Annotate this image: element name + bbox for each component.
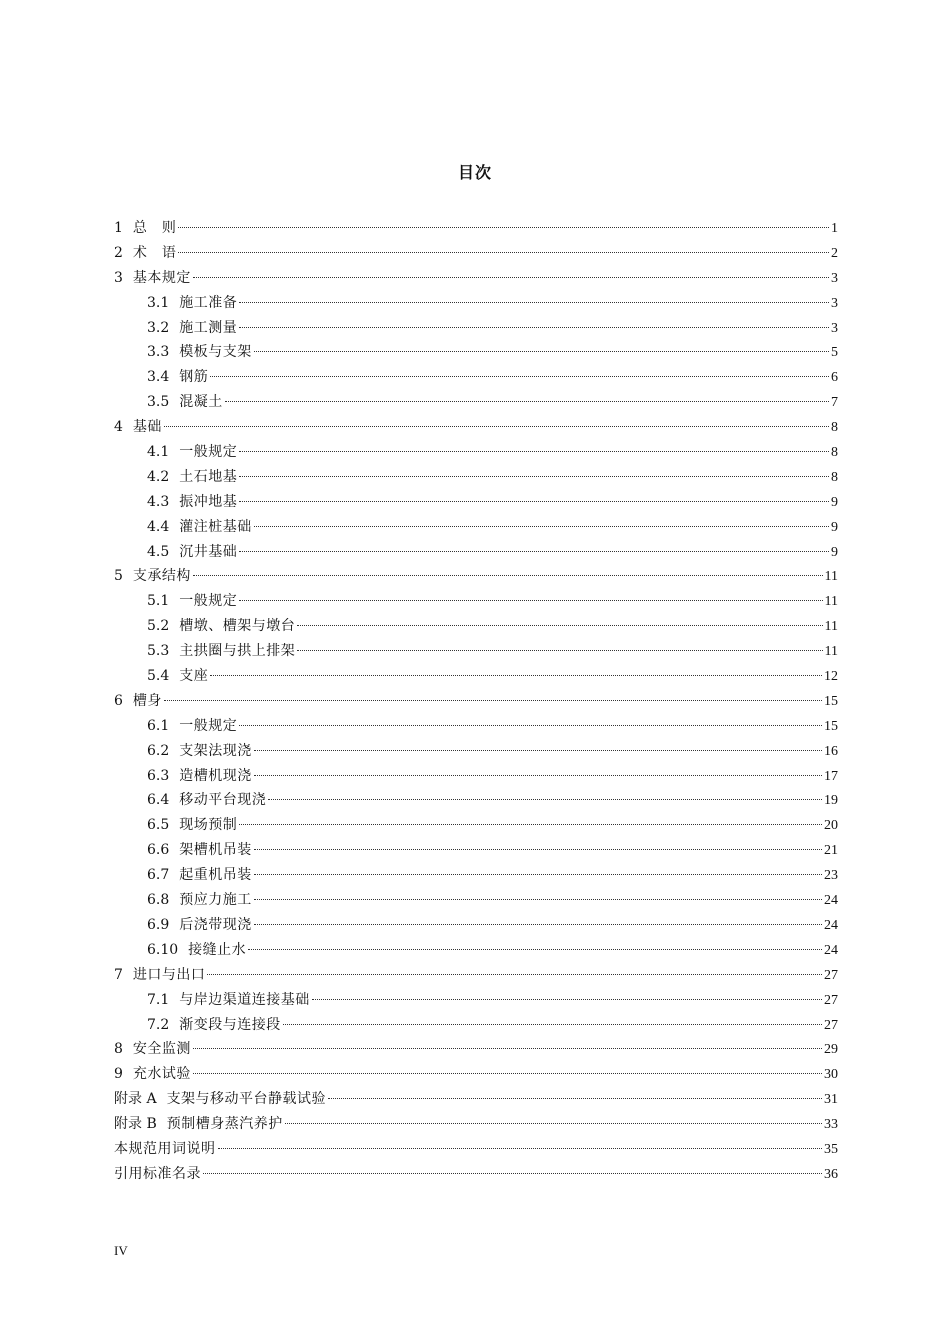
toc-dot-leader	[239, 302, 829, 303]
toc-entry-title: 灌注桩基础	[179, 518, 252, 535]
toc-entry[interactable]	[114, 340, 838, 365]
toc-entry-page: 8	[831, 445, 838, 461]
toc-entry[interactable]	[114, 664, 838, 689]
toc-entry-page: 11	[824, 644, 838, 660]
toc-entry[interactable]	[114, 1087, 838, 1112]
toc-entry-title: 钢筋	[179, 369, 209, 386]
toc-entry[interactable]	[114, 241, 838, 266]
toc-entry-number: 6.2	[147, 742, 170, 759]
toc-dot-leader	[210, 675, 822, 676]
toc-dot-leader	[193, 575, 823, 576]
toc-entry[interactable]	[114, 490, 838, 515]
toc-dot-leader	[312, 999, 822, 1000]
toc-entry-page: 17	[824, 768, 838, 784]
toc-entry-title: 基础	[132, 419, 162, 436]
toc-entry-number: 4.2	[147, 468, 170, 485]
toc-entry-title: 槽身	[132, 692, 162, 709]
toc-entry-title: 造槽机现浇	[179, 767, 252, 784]
toc-entry-page: 16	[824, 743, 838, 759]
toc-entry-page: 1	[831, 221, 838, 236]
toc-dot-leader	[248, 949, 822, 950]
toc-dot-leader	[328, 1098, 822, 1099]
toc-entry[interactable]	[114, 316, 838, 341]
toc-entry[interactable]	[114, 1013, 838, 1038]
toc-entry[interactable]	[114, 863, 838, 888]
toc-entry-title: 架槽机吊装	[179, 842, 252, 859]
toc-entry-title: 支架与移动平台静载试验	[166, 1091, 327, 1108]
toc-entry-title: 安全监测	[132, 1041, 191, 1058]
toc-dot-leader	[285, 1123, 822, 1124]
toc-entry-title: 现场预制	[179, 817, 238, 834]
toc-entry-number: 8	[114, 1041, 123, 1058]
toc-entry-number: 4.4	[147, 518, 170, 535]
toc-entry-page: 24	[824, 917, 838, 933]
toc-entry-number: 3.3	[147, 344, 170, 361]
toc-dot-leader	[254, 351, 829, 352]
toc-entry-page: 8	[831, 420, 838, 436]
toc-entry-page: 9	[831, 519, 838, 535]
toc-entry-title: 后浇带现浇	[179, 916, 252, 933]
toc-entry-page: 29	[824, 1042, 838, 1058]
toc-entry[interactable]	[114, 515, 838, 540]
toc-entry[interactable]	[114, 266, 838, 291]
toc-entry-page: 15	[824, 693, 838, 709]
toc-entry-number: 6.3	[147, 767, 170, 784]
toc-entry[interactable]	[114, 614, 838, 639]
toc-dot-leader	[254, 924, 822, 925]
toc-entry-number: 6.4	[147, 792, 170, 809]
toc-entry-number: 4.1	[147, 444, 170, 461]
toc-dot-leader	[254, 874, 822, 875]
toc-entry-number: 3.4	[147, 369, 170, 386]
toc-entry-number: 附录 A	[114, 1091, 157, 1108]
toc-entry-number: 5.4	[147, 668, 170, 685]
toc-entry-page: 27	[824, 992, 838, 1008]
toc-dot-leader	[207, 974, 822, 975]
toc-entry-title: 术 语	[132, 244, 177, 261]
toc-entry-title: 预制槽身蒸汽养护	[166, 1116, 283, 1133]
toc-entry-page: 3	[831, 320, 838, 336]
toc-entry-number: 6.10	[147, 941, 179, 958]
toc-entry[interactable]	[114, 589, 838, 614]
toc-entry-number: 附录 B	[114, 1116, 157, 1133]
toc-entry-number: 4	[114, 419, 123, 436]
toc-entry-page: 27	[824, 967, 838, 983]
toc-entry-number: 5.2	[147, 618, 170, 635]
toc-dot-leader	[178, 252, 829, 253]
toc-entry[interactable]	[114, 216, 838, 241]
page-title: 目次	[457, 163, 492, 182]
toc-dot-leader	[254, 526, 829, 527]
toc-entry-title: 支架法现浇	[179, 742, 252, 759]
toc-entry-page: 30	[824, 1067, 838, 1083]
toc-entry-title: 混凝土	[179, 394, 223, 411]
toc-entry-number: 5.1	[147, 593, 170, 610]
toc-entry[interactable]	[114, 739, 838, 764]
toc-dot-leader	[254, 849, 822, 850]
toc-entry[interactable]	[114, 764, 838, 789]
toc-entry-number: 1	[114, 220, 123, 236]
toc-entry-title: 一般规定	[179, 717, 238, 734]
toc-entry-title: 振冲地基	[179, 493, 238, 510]
toc-entry-number: 6.1	[147, 717, 170, 734]
toc-entry-page: 35	[824, 1141, 838, 1157]
toc-entry-number: 6.8	[147, 892, 170, 909]
toc-dot-leader	[203, 1173, 822, 1174]
toc-entry-page: 20	[824, 818, 838, 834]
toc-entry-title: 沉井基础	[179, 543, 238, 560]
toc-entry-page: 11	[824, 594, 838, 610]
toc-dot-leader	[193, 277, 829, 278]
toc-entry-number: 4.5	[147, 543, 170, 560]
toc-entry[interactable]	[114, 540, 838, 565]
toc-entry-page: 3	[831, 295, 838, 311]
toc-entry-page: 6	[831, 370, 838, 386]
toc-dot-leader	[239, 725, 822, 726]
toc-entry-number: 6	[114, 692, 123, 709]
toc-dot-leader	[239, 501, 829, 502]
toc-entry[interactable]	[114, 1037, 838, 1062]
toc-entry-page: 31	[824, 1092, 838, 1108]
toc-entry-title: 移动平台现浇	[179, 792, 267, 809]
toc-entry-number: 3.5	[147, 394, 170, 411]
toc-entry-page: 9	[831, 544, 838, 560]
toc-entry[interactable]	[114, 913, 838, 938]
toc-entry-title: 一般规定	[179, 444, 238, 461]
toc-dot-leader	[239, 451, 829, 452]
toc-dot-leader	[297, 650, 822, 651]
toc-entry[interactable]	[114, 415, 838, 440]
toc-entry-page: 24	[824, 893, 838, 909]
toc-entry-title: 槽墩、槽架与墩台	[179, 618, 296, 635]
toc-entry-page: 33	[824, 1117, 838, 1133]
toc-entry-page: 3	[831, 270, 838, 286]
toc-entry-title: 施工测量	[179, 319, 238, 336]
toc-entry-title: 总 则	[132, 220, 177, 236]
toc-entry[interactable]	[114, 390, 838, 415]
toc-entry-number: 3.1	[147, 294, 170, 311]
toc-entry-title: 引用标准名录	[114, 1165, 201, 1182]
toc-entry-number: 6.9	[147, 916, 170, 933]
toc-entry-page: 15	[824, 718, 838, 734]
toc-entry-title: 土石地基	[179, 468, 238, 485]
toc-entry-page: 9	[831, 494, 838, 510]
toc-entry-page: 24	[824, 942, 838, 958]
toc-entry-title: 一般规定	[179, 593, 238, 610]
toc-dot-leader	[283, 1024, 822, 1025]
toc-entry-title: 基本规定	[132, 269, 191, 286]
toc-entry-title: 起重机吊装	[179, 867, 252, 884]
toc-entry-page: 7	[831, 395, 838, 411]
toc-dot-leader	[239, 327, 829, 328]
toc-entry[interactable]	[114, 1112, 838, 1137]
toc-entry-title: 进口与出口	[132, 966, 206, 983]
toc-entry[interactable]	[114, 365, 838, 390]
toc-entry-number: 7	[114, 966, 123, 983]
toc-dot-leader	[193, 1073, 822, 1074]
toc-entry-number: 2	[114, 244, 123, 261]
toc-entry[interactable]	[114, 838, 838, 863]
toc-entry[interactable]	[114, 888, 838, 913]
toc-entry-page: 27	[824, 1017, 838, 1033]
toc-dot-leader	[254, 775, 822, 776]
toc-entry-title: 施工准备	[179, 294, 238, 311]
toc-entry[interactable]	[114, 564, 838, 589]
toc-entry-title: 主拱圈与拱上排架	[179, 643, 296, 660]
toc-entry-title: 接缝止水	[188, 941, 247, 958]
toc-entry-number: 5	[114, 568, 123, 585]
toc-entry-page: 11	[824, 619, 838, 635]
toc-entry-page: 2	[831, 245, 838, 261]
toc-entry-page: 36	[824, 1166, 838, 1182]
toc-dot-leader	[210, 376, 829, 377]
toc-dot-leader	[193, 1048, 822, 1049]
toc-entry-page: 8	[831, 469, 838, 485]
toc-dot-leader	[239, 600, 822, 601]
toc-entry-number: 3.2	[147, 319, 170, 336]
page-number-footer: IV	[114, 1243, 128, 1258]
toc-entry[interactable]	[114, 1137, 838, 1162]
toc-entry[interactable]	[114, 639, 838, 664]
toc-entry[interactable]	[114, 714, 838, 739]
toc-entry-title: 与岸边渠道连接基础	[179, 991, 310, 1008]
toc-dot-leader	[254, 750, 822, 751]
toc-dot-leader	[164, 426, 829, 427]
toc-entry[interactable]	[114, 689, 838, 714]
toc-entry-number: 6.7	[147, 867, 170, 884]
toc-entry-page: 19	[824, 793, 838, 809]
toc-entry-number: 9	[114, 1066, 123, 1083]
toc-entry-number: 4.3	[147, 493, 170, 510]
toc-entry-title: 预应力施工	[179, 892, 252, 909]
toc-entry-number: 6.6	[147, 842, 170, 859]
toc-dot-leader	[164, 700, 822, 701]
toc-entry-title: 支座	[179, 668, 209, 685]
toc-entry[interactable]	[114, 1062, 838, 1087]
toc-entry-page: 5	[831, 345, 838, 361]
toc-entry[interactable]	[114, 963, 838, 988]
toc-entry-title: 本规范用词说明	[114, 1140, 216, 1157]
toc-entry-title: 支承结构	[132, 568, 191, 585]
toc-entry[interactable]	[114, 291, 838, 316]
toc-dot-leader	[239, 551, 829, 552]
toc-entry-title: 模板与支架	[179, 344, 252, 361]
toc-entry-number: 6.5	[147, 817, 170, 834]
toc-entry-title: 充水试验	[132, 1066, 191, 1083]
toc-dot-leader	[297, 625, 822, 626]
toc-entry[interactable]	[114, 1162, 838, 1187]
toc-entry[interactable]	[114, 440, 838, 465]
toc-dot-leader	[239, 476, 829, 477]
table-of-contents	[114, 216, 838, 1187]
toc-entry-page: 21	[824, 843, 838, 859]
toc-dot-leader	[178, 227, 829, 228]
toc-dot-leader	[239, 824, 822, 825]
toc-dot-leader	[225, 401, 829, 402]
toc-entry[interactable]	[114, 788, 838, 813]
toc-entry-title: 渐变段与连接段	[179, 1016, 281, 1033]
toc-entry-page: 12	[824, 669, 838, 685]
toc-entry-number: 5.3	[147, 643, 170, 660]
toc-entry[interactable]	[114, 813, 838, 838]
toc-dot-leader	[268, 799, 822, 800]
toc-entry-number: 7.1	[147, 991, 170, 1008]
toc-entry-number: 7.2	[147, 1016, 170, 1033]
toc-entry-page: 11	[824, 569, 838, 585]
toc-entry-page: 23	[824, 868, 838, 884]
toc-dot-leader	[218, 1148, 823, 1149]
toc-entry[interactable]	[114, 988, 838, 1013]
toc-dot-leader	[254, 899, 822, 900]
toc-entry-number: 3	[114, 269, 123, 286]
toc-entry[interactable]	[114, 465, 838, 490]
toc-entry[interactable]	[114, 938, 838, 963]
